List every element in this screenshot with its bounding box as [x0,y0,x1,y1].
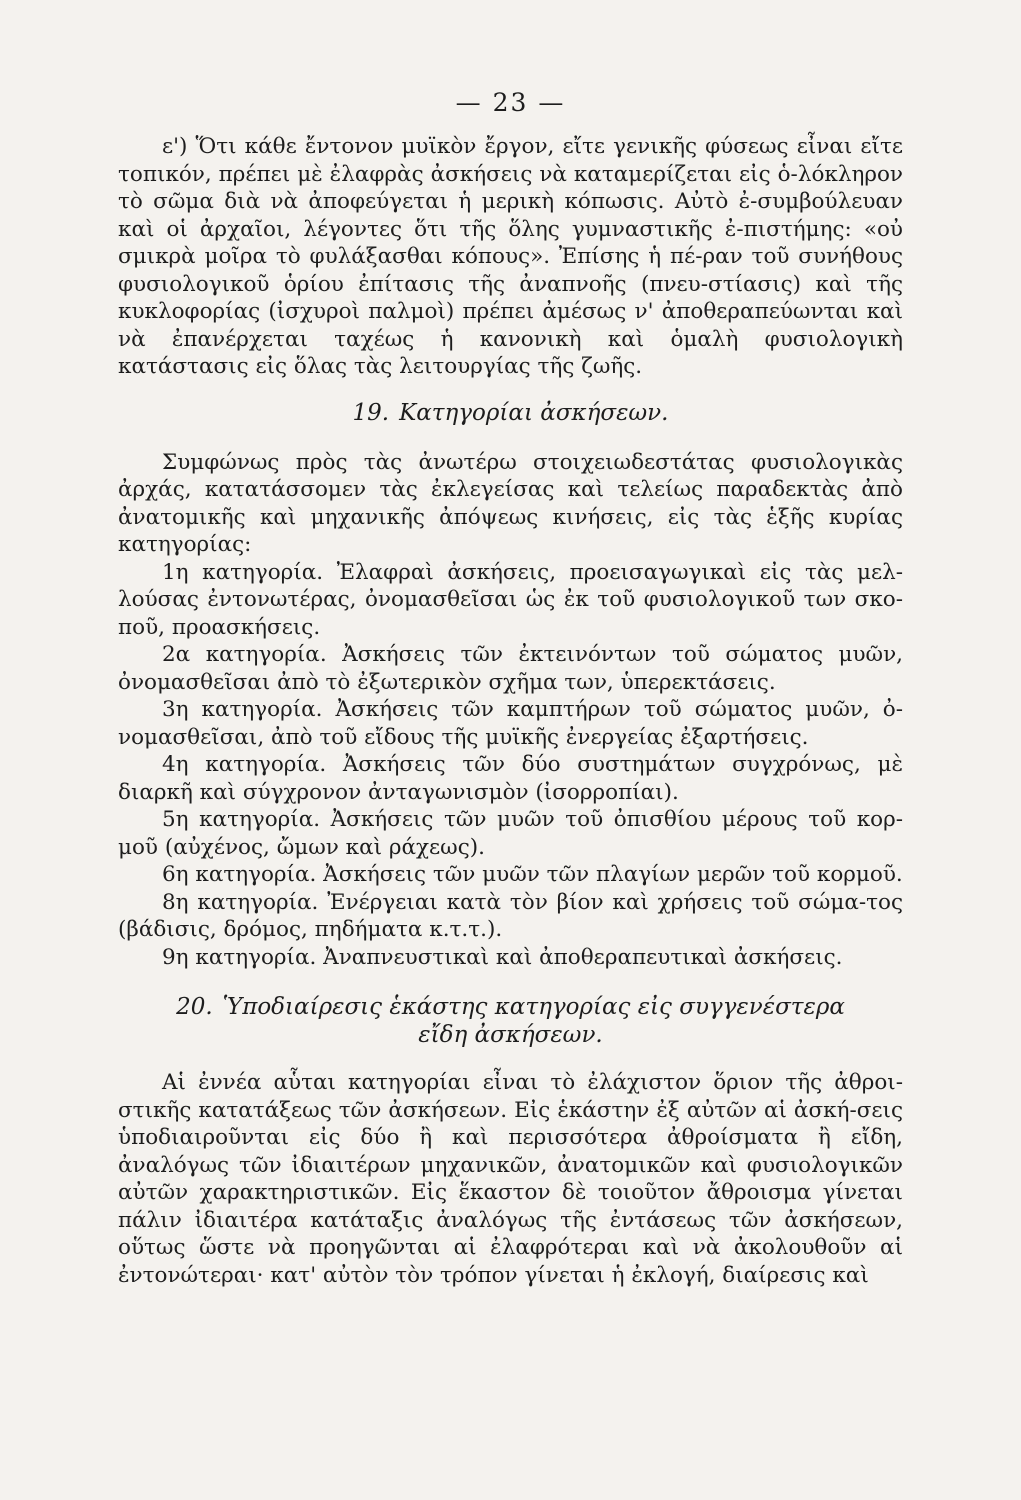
section-19-number: 19. [352,399,390,426]
section-20-title-line2: εἴδη ἀσκήσεων. [418,1022,603,1048]
section-19-intro: Συμφώνως πρὸς τὰς ἀνωτέρω στοιχειωδεστάτας φυσιολογικὰς ἀρχάς, κατατάσσομεν τὰς ἐκλεγείσας καὶ τελείως παραδεκτὰς ἀπὸ ἀνατομικῆς καὶ μηχανικῆς ἀπόψεως κινήσεις, εἰς τὰς ἑξῆς κυρίας κατηγορίας: [118,449,903,557]
section-20-number: 20. [176,994,213,1020]
category-item: 5η κατηγορία. Ἀσκήσεις τῶν μυῶν τοῦ ὀπισθίου μέρους τοῦ κορ-μοῦ (αὐχένος, ὤμων καὶ ράχεως). [118,807,903,860]
category-item: 2α κατηγορία. Ἀσκήσεις τῶν ἐκτεινόντων τοῦ σώματος μυῶν, ὀνομασθεῖσαι ἀπὸ τὸ ἐξωτερικὸν σχῆμα των, ὑπερεκτάσεις. [118,642,903,695]
section-20-heading [118,993,903,1049]
page-number: — 23 — [455,88,566,117]
section-20-paragraph: Αἱ ἐννέα αὗται κατηγορίαι εἶναι τὸ ἐλάχιστον ὅριον τῆς ἀθροι-στικῆς κατατάξεως τῶν ἀσκήσεων. Εἰς ἑκάστην ἐξ αὐτῶν αἱ ἀσκή-σεις ὑποδιαιροῦνται εἰς δύο ἢ καὶ περισσότερα ἀθροίσματα ἢ εἴδη, ἀναλόγως τῶν ἰδιαιτέρων μηχανικῶν, ἀνατομικῶν καὶ φυσιολογικῶν αὐτῶν χαρακτηριστικῶν. Εἰς ἕκαστον δὲ τοιοῦτον ἄθροισμα γίνεται πάλιν ἰδιαιτέρα κατάταξις ἀναλόγως τῆς ἐντάσεως τῶν ἀσκήσεων, οὕτως ὥστε νὰ προηγῶνται αἱ ἐλαφρότεραι καὶ νὰ ἀκολουθοῦν αἱ ἐντονώτεραι· κατ' αὐτὸν τὸν τρόπον γίνεται ἡ ἐκλογή, διαίρεσις καὶ [118,1070,903,1288]
category-item: 4η κατηγορία. Ἀσκήσεις τῶν δύο συστημάτων συγχρόνως, μὲ διαρκῆ καὶ σύγχρονον ἀνταγωνισμὸν (ἰσορροπίαι). [118,752,903,805]
category-item: 8η κατηγορία. Ἐνέργειαι κατὰ τὸν βίον καὶ χρήσεις τοῦ σώμα-τος (βάδισις, δρόμος, πηδήματα κ.τ.τ.). [118,889,903,942]
section-19-heading [118,399,903,427]
section-20-title-line1: Ὑποδιαίρεσις ἑκάστης κατηγορίας εἰς συγγενέστερα [222,994,845,1020]
category-item: 3η κατηγορία. Ἀσκήσεις τῶν καμπτήρων τοῦ σώματος μυῶν, ὀ-νομασθεῖσαι, ἀπὸ τοῦ εἴδους τῆς μυϊκῆς ἐνεργείας ἐξαρτήσεις. [118,697,903,750]
category-item: 1η κατηγορία. Ἐλαφραὶ ἀσκήσεις, προεισαγωγικαὶ εἰς τὰς μελ-λούσας ἐντονωτέρας, ὀνομασθεῖσαι ὡς ἐκ τοῦ φυσιολογικοῦ των σκο-ποῦ, προασκήσεις. [118,559,903,640]
section-19-title: Κατηγορίαι ἀσκήσεων. [399,399,669,426]
paragraph-e: ε') Ὅτι κάθε ἔντονον μυϊκὸν ἔργον, εἴτε γενικῆς φύσεως εἶναι εἴτε τοπικόν, πρέπει μὲ ἐλαφρὰς ἀσκήσεις νὰ καταμερίζεται εἰς ὁ-λόκληρον τὸ σῶμα διὰ νὰ ἀποφεύγεται ἡ μερικὴ κόπωσις. Αὐτὸ ἐ-συμβούλευαν καὶ οἱ ἀρχαῖοι, λέγοντες ὅτι τῆς ὅλης γυμναστικῆς ἐ-πιστήμης: «οὐ σμικρὰ μοῖρα τὸ φυλάξασθαι κόπους». Ἐπίσης ἡ πέ-ραν τοῦ συνήθους φυσιολογικοῦ ὁρίου ἐπίτασις τῆς ἀναπνοῆς (πνευ-στίασις) καὶ τῆς κυκλοφορίας (ἰσχυροὶ παλμοὶ) πρέπει ἀμέσως ν' ἀποθεραπεύωνται καὶ νὰ ἐπανέρχεται ταχέως ἡ κανονικὴ καὶ ὁμαλὴ φυσιολογικὴ κατάστασις εἰς ὅλας τὰς λειτουργίας τῆς ζωῆς. [118,134,903,379]
category-item: 9η κατηγορία. Ἀναπνευστικαὶ καὶ ἀποθεραπευτικαὶ ἀσκήσεις. [162,944,843,970]
category-item: 6η κατηγορία. Ἀσκήσεις τῶν μυῶν τῶν πλαγίων μερῶν τοῦ κορμοῦ. [162,862,903,887]
